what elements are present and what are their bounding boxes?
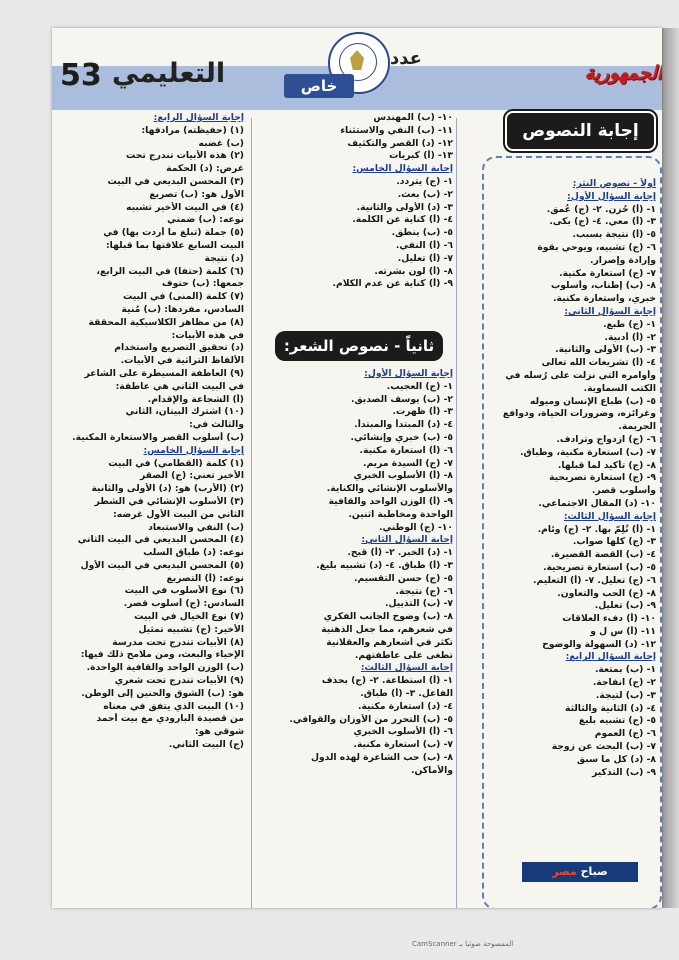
answer-line: ٧- (ب) استعارة مكنية، وطباق.	[520, 446, 656, 458]
answer-line: (ب) أسلوب القصر والاستعارة المكنية.	[72, 431, 244, 443]
answer-line: ٥- (ب) ينطق.	[391, 227, 453, 239]
left-column	[58, 112, 244, 752]
answer-line: (٣) المحسن البديعي في البيت	[107, 175, 244, 187]
answer-line: الثاني من البيت الأول غرضه:	[113, 508, 244, 520]
answer-line: ١- (ج) يتردد.	[396, 175, 453, 187]
answer-line: ٧- (ب) البحث عن زوجة	[551, 741, 656, 753]
answer-line: ٧- (ج) استعارة مكنية.	[559, 267, 656, 279]
answer-line: ٨- (د) كل ما سبق	[576, 753, 656, 765]
page-header	[52, 28, 662, 110]
answer-line: وغرائزه، وضرورات الحياة، ودوافع	[502, 408, 656, 420]
answer-line: تطغى على عاطفتهم.	[354, 649, 453, 661]
answer-line: تكثر في أشعارهم والعقلانية	[326, 636, 453, 648]
answer-line: ٣- (د) الأولى والثانية.	[356, 201, 453, 213]
site-logo	[522, 862, 638, 882]
answer-line: (ب) النفي والاستبعاد	[148, 521, 244, 533]
answer-line: ٥- (ج) تشبيه بليغ	[578, 715, 656, 727]
answer-line: في شعرهم، مما جعل الذهنية	[321, 623, 453, 635]
answer-line: إجابة السؤال الخامس:	[143, 444, 244, 456]
answer-line: ٩- (أ) الوزن الواحد والقافية	[328, 495, 453, 507]
answer-line: (٥) جملة (تبلغ ما أردت بها) في	[103, 227, 244, 239]
answer-line: ٣- (ب) الأولى والثانية.	[555, 344, 656, 356]
answer-line: (٢) هذه الأبيات تندرج تحت	[126, 150, 244, 162]
answer-line: الإحياء والبعث، ومن ملامح ذلك فيها:	[80, 649, 244, 661]
answer-line: إجابة السؤال الرابع:	[565, 651, 656, 663]
column-divider	[456, 118, 457, 908]
answer-line: ٤- (أ) تشريعات الله تعالى	[541, 357, 656, 369]
answer-line: (د) تحقيق التصريع واستخدام	[114, 342, 244, 354]
answer-line: نوعه: (ب) ضمني	[167, 214, 244, 226]
answer-line: ٦- (أ) الأسلوب الخبري	[353, 726, 453, 738]
answer-line: ٤- (د) استعارة مكنية.	[357, 700, 453, 712]
answer-line: ٨- (ب) وضوح الجانب الفكري	[323, 611, 453, 623]
answer-line: ٩- (ب) تعليل.	[594, 600, 656, 612]
page-number: 53	[60, 58, 102, 93]
answer-line: الكتب السماوية.	[583, 382, 656, 394]
answer-line: ١- (أ) تُلِمّ بها. ٢- (ج) وئام.	[537, 523, 656, 535]
issue-label: عدد	[390, 48, 422, 69]
answer-line: (١) كلمة (القطامي) في البيت	[108, 457, 244, 469]
answer-line: ٨- (ب) حب الشاعرة لهذه الدول	[310, 751, 453, 763]
answer-line: ١- (أ) حُزن. ٢- (ج) عُمق.	[546, 203, 656, 215]
answer-line: إجابة السؤال الأول:	[567, 190, 656, 202]
answer-line: (٨) الأبيات تندرج تحت مدرسة	[112, 636, 244, 648]
answer-line: في هذه الأبيات:	[171, 329, 244, 341]
answer-line: ٩- (أ) كناية عن عدم الكلام.	[332, 278, 453, 290]
answer-line: ١- (د) الخبر. ٢- (أ) قبح.	[347, 547, 453, 559]
answer-line: ٤- (ب) القصة القصيرة.	[550, 549, 656, 561]
answer-line: ٩- (ج) استعارة تصريحية	[549, 472, 656, 484]
answer-line: (٤) المحسن البديعي في البيت الثاني	[77, 534, 244, 546]
answer-line: نوعه: (د) طباق السلب	[143, 547, 244, 559]
answer-line: السادس: (ج) أسلوب قصر.	[123, 598, 244, 610]
answer-line: أولاً - نصوص النثر:	[572, 178, 656, 189]
answer-line: ٨- (ج) تأكيد لما قبلها.	[557, 459, 656, 471]
answer-line: والأسلوب الإنشائي والكناية.	[326, 483, 453, 495]
answer-line: (د) نتيجة	[204, 252, 244, 264]
answer-line: ١- (ج) طبع.	[602, 318, 656, 330]
answer-line: (٦) كلمة (حتفا) في البيت الرابع،	[96, 265, 244, 277]
answer-line: الأول هو: (ب) تصريع	[149, 188, 244, 200]
answer-line: (٩) العاطفة المسيطرة على الشاعر	[84, 367, 244, 379]
answer-line: (أ) الشجاعة والإقدام.	[147, 393, 244, 405]
answer-line: ٢- (ج) انفاجة.	[592, 677, 656, 689]
answer-line: (١) (حفيظته) مرادفها:	[141, 124, 244, 136]
answer-line: (٤) في البيت الأخير تشبيه	[126, 201, 244, 213]
answer-line: (ب) غضبه	[198, 137, 244, 149]
answer-line: الأخير تعني: (ج) الصقر	[139, 470, 244, 482]
column-divider	[251, 118, 252, 908]
answer-line: ٧- (ب) التذييل.	[385, 598, 453, 610]
section-heading-texts: إجابة النصوص	[505, 111, 656, 151]
answer-line: ١٢- (د) السهولة والوضوح	[542, 638, 656, 650]
answer-line: (٦) نوع الأسلوب في البيت	[124, 585, 244, 597]
answer-line: ١- (ج) العجيب.	[386, 380, 453, 392]
answer-line: ٦- (أ) النفي.	[395, 239, 453, 251]
answer-line: شوقي هو:	[194, 726, 244, 738]
answer-line: والأماكن.	[411, 764, 453, 776]
special-issue-badge: خاص	[284, 74, 354, 98]
answer-line: (٧) نوع الخيال في البيت	[134, 611, 244, 623]
answer-line: ٦- (ج) ازدواج وترادف.	[556, 433, 656, 445]
answer-line: ٨- (أ) لون بشرته.	[374, 265, 453, 277]
answer-line: ٣- (أ) طباق. ٤- (د) تشبيه بليغ.	[316, 559, 453, 571]
answer-line: إجابة السؤال الخامس:	[352, 163, 453, 175]
answer-line: ٢- (ب) بعث.	[397, 188, 453, 200]
answer-line: ٧- (أ) تعليل.	[397, 252, 453, 264]
answer-line: هو: (ب) الشوق والحنين إلى الوطن.	[81, 687, 244, 699]
answer-line: ١٠- (ج) الوطني.	[379, 521, 453, 533]
answer-line: الواحدة ومخاطبة اثنين.	[348, 508, 453, 520]
answer-line: ١- (ب) بمتعة.	[594, 664, 656, 676]
site-logo-main: صباح	[580, 865, 608, 878]
answer-line: ١١- (أ) س ل و	[590, 625, 656, 637]
newspaper-logo: الجمهورية	[584, 62, 662, 84]
answer-line: ٥- (ب) استعارة تصريحية.	[542, 561, 656, 573]
answer-line: ٩- (ب) التذكير	[592, 766, 656, 778]
answer-line: غرض: (د) الحكمة	[166, 163, 244, 175]
answer-line: (ب) الوزن الواحد والقافية الواحدة.	[86, 662, 244, 674]
answer-line: (٨) من مظاهر الكلاسيكية المحققة	[88, 316, 244, 328]
answer-line: ٤- (د) الثانية والثالثة	[565, 702, 656, 714]
answer-line: إجابة السؤال الثالث:	[563, 510, 656, 522]
answer-line: ٨- (ب) إطناب، وأسلوب	[550, 280, 656, 292]
answer-line: ١- (أ) استطاعة. ٢- (ج) بحذف	[321, 675, 453, 687]
answer-line: ٢- (أ) أدبية.	[604, 331, 656, 343]
answer-line: ١٠- (ب) المهندس	[373, 112, 453, 123]
answer-line: (ج) البيت الثاني.	[168, 739, 244, 751]
answer-line: إجابة السؤال الرابع:	[153, 112, 244, 123]
answer-line: الفاعل. ٣- (أ) طباق.	[360, 687, 453, 699]
answer-line: ٥- (ج) حسن التقسيم.	[353, 572, 453, 584]
answer-line: ٦- (ج) تشبيه، ويوحي بقوة	[537, 241, 656, 253]
answer-line: (٩) الأبيات تندرج تحت شعري	[114, 675, 244, 687]
answer-line: (٣) الأسلوب الإنشائي في الشطر	[94, 495, 244, 507]
answer-line: ٤- (د) المبتدأ والمبتدأ.	[354, 419, 453, 431]
answer-line: (٥) المحسن البديعي في البيت الأول	[80, 559, 244, 571]
middle-column-top	[257, 112, 453, 291]
answer-line: ٨- (ج) الحب والتعاون.	[557, 587, 656, 599]
site-logo-accent: مصر	[552, 865, 577, 878]
answer-line: إجابة السؤال الأول:	[364, 368, 453, 379]
section-title: التعليمي	[112, 58, 226, 89]
answer-line: ١٠- (د) المقال الاجتماعي.	[538, 497, 656, 509]
answer-line: ٣- (ج) كلها صواب.	[572, 536, 656, 548]
answer-line: ٦- (ج) تعليل. ٧- (أ) التعليم.	[533, 574, 656, 586]
answer-line: ٥- (ب) خبري وإنشائي.	[350, 431, 453, 443]
answer-line: ٢- (ب) يوسف الصديق.	[350, 393, 453, 405]
answer-line: ١٢- (د) القصر والتكثيف	[347, 137, 453, 149]
answer-line: ٥- (ب) التحرر من الأوزان والقوافي.	[289, 713, 453, 725]
section-heading-poetry: ثانياً - نصوص الشعر:	[275, 331, 443, 361]
answer-line: نوعه: (أ) التصريع	[166, 572, 244, 584]
answer-line: والثالث في:	[189, 419, 244, 431]
answer-line: وأوامره التي نزلت على رُسله في	[505, 369, 656, 381]
answer-line: (٢) (الأرب) هو: (د) الأولى والثانية	[91, 483, 244, 495]
answer-line: ٥- (أ) نتيجة بسبب.	[572, 229, 656, 241]
answer-line: ٤- (أ) كناية عن الكلمة.	[352, 214, 453, 226]
answer-line: الألفاظ التراثية في الأبيات.	[120, 355, 244, 367]
page-fold-shadow	[662, 28, 679, 908]
answer-line: في البيت الثاني هي عاطفة:	[115, 380, 244, 392]
answer-line: خبري، واستعارة مكنية.	[553, 293, 656, 305]
answer-line: من قصيدة البارودي مع بيت أحمد	[96, 713, 244, 725]
answer-line: ١٣- (أ) كبريات	[389, 150, 453, 162]
answer-line: ٨- (أ) الأسلوب الخبري	[353, 470, 453, 482]
newspaper-page	[52, 28, 662, 908]
answer-line: ٦- (أ) استعارة مكنية.	[359, 444, 453, 456]
answer-line: ٦- (ج) نتيجة.	[395, 585, 453, 597]
answer-line: ٣- (أ) معي. ٤- (ج) بكى.	[549, 216, 656, 228]
answer-line: ١٠- (أ) دفء العلاقات	[562, 613, 656, 625]
answer-line: ٧- (ب) استعارة مكنية.	[353, 739, 453, 751]
answer-line: الجريمة.	[618, 421, 656, 433]
answer-line: وإرادة وإصرار.	[589, 254, 656, 266]
right-column	[460, 178, 656, 779]
answer-line: وأسلوب قصر.	[591, 485, 656, 497]
answer-line: ٦- (ج) العموم	[594, 728, 656, 740]
answer-line: البيت السابع علاقتها بما قبلها:	[105, 239, 244, 251]
answer-line: ٧- (ج) السيدة مريم.	[362, 457, 453, 469]
answer-line: (٧) كلمة (المنى) في البيت	[123, 291, 244, 303]
answer-line: ٣- (أ) ظهرت.	[392, 406, 453, 418]
answer-line: إجابة السؤال الثاني:	[361, 534, 453, 546]
answer-line: إجابة السؤال الثاني:	[564, 305, 656, 317]
answer-line: ٣- (ب) لتيجة.	[595, 689, 656, 701]
answer-line: السادس، مفردها: (ب) مُنية	[121, 303, 244, 315]
answer-line: ٥- (ب) طباع الإنسان وميوله	[530, 395, 656, 407]
middle-column-bottom	[257, 368, 453, 778]
answer-line: إجابة السؤال الثالث:	[360, 662, 453, 674]
answer-line: الأخير: (ج) تشبيه تمثيل	[138, 623, 244, 635]
scanner-watermark: الممسوحة ضوئيا بـ CamScanner	[412, 940, 514, 948]
answer-line: (١٠) اشترك البيتان، الثاني	[125, 406, 244, 418]
answer-line: جمعها: (ب) حتوف	[162, 278, 244, 290]
answer-line: ١١- (ب) النفي والاستثناء	[340, 124, 453, 136]
answer-line: (١٠) البيت الذي يتفق في معناه	[103, 700, 244, 712]
